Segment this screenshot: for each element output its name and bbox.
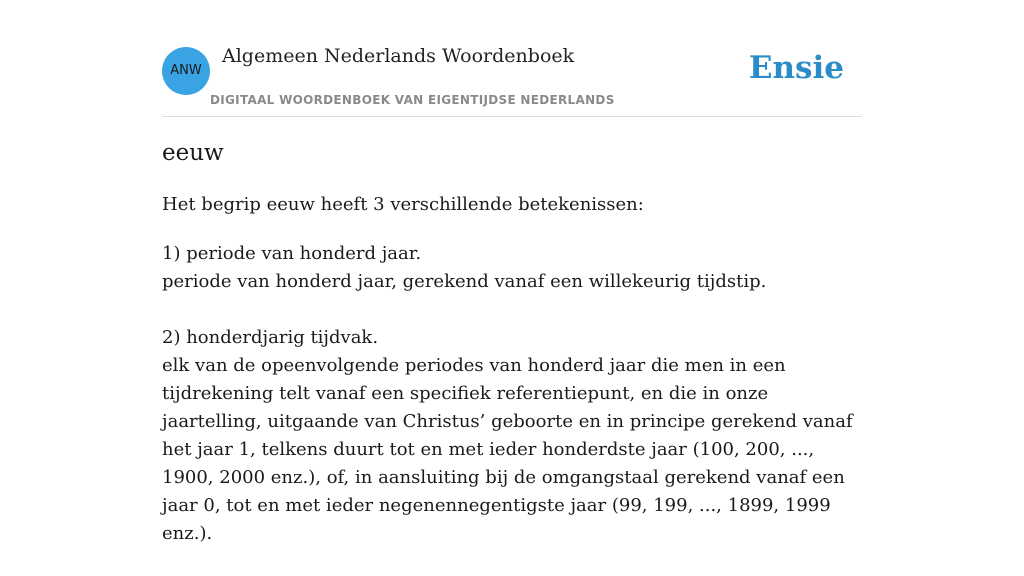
- site-header: [162, 0, 862, 117]
- sense-definition: elk van de opeenvolgende periodes van honderd jaar die men in een tijdrekening telt vanaf een specifiek referentiepunt, en die in onze jaartelling, uitgaande van Christus’ geboorte en in principe gerekend vanaf het jaar 1, telkens duurt tot en met ieder honderdste jaar (100, 200, ..., 1900, 2000 enz.), of, in aansluiting bij de omgangstaal gerekend vanaf een jaar 0, tot en met ieder negenennegentigste jaar (99, 199, ..., 1899, 1999 enz.).: [162, 355, 853, 544]
- sense-heading: 1) periode van honderd jaar.: [162, 243, 422, 264]
- main-content: [162, 0, 862, 544]
- entry-intro: Het begrip eeuw heeft 3 verschillende betekenissen:: [162, 194, 644, 215]
- entry-headword: eeuw: [162, 140, 224, 166]
- sense-list: [162, 240, 862, 576]
- anw-logo[interactable]: ANW: [162, 47, 210, 95]
- sense-heading: 2) honderdjarig tijdvak.: [162, 327, 379, 348]
- sense-item: [162, 240, 862, 296]
- sense-definition: periode van honderd jaar, gerekend vanaf een willekeurig tijdstip.: [162, 271, 767, 292]
- sense-item: [162, 324, 862, 548]
- site-subtitle: DIGITAAL WOORDENBOEK VAN EIGENTIJDSE NEDERLANDS: [210, 93, 615, 107]
- site-title[interactable]: Algemeen Nederlands Woordenboek: [222, 45, 575, 67]
- ensie-logo[interactable]: Ensie: [748, 50, 844, 86]
